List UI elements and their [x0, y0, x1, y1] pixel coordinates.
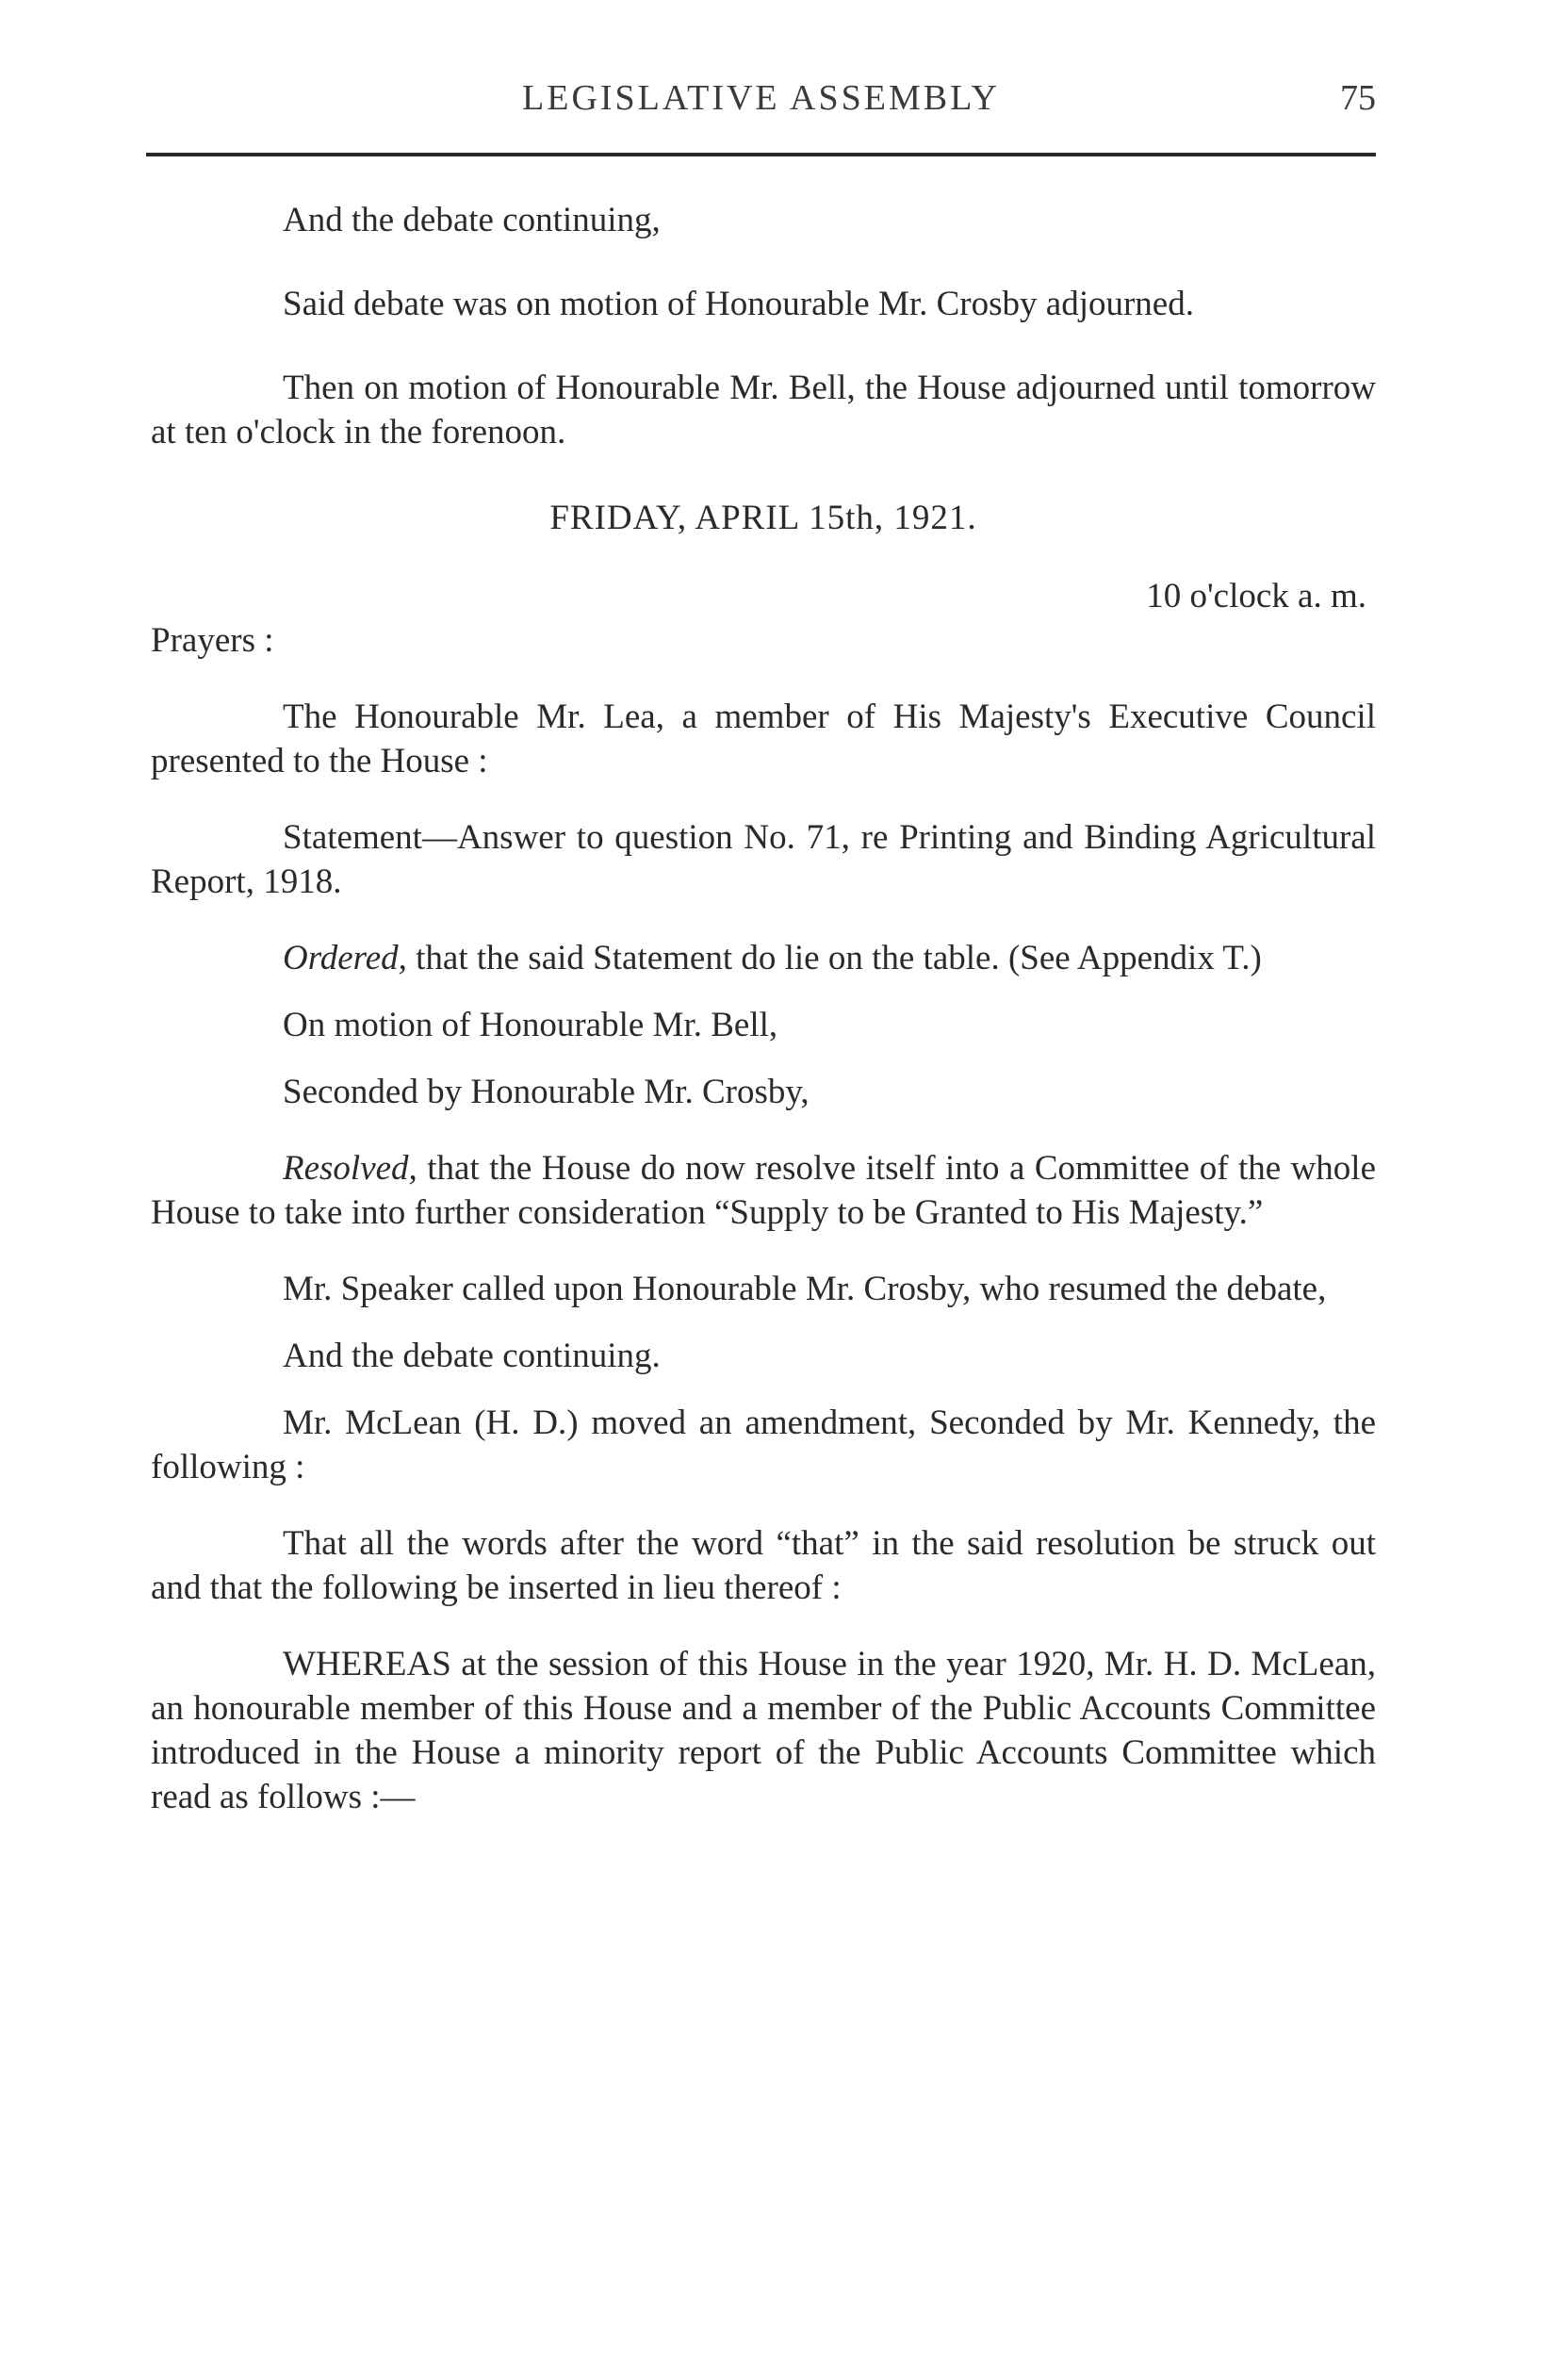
- paragraph-debate-continuing: And the debate continuing,: [283, 201, 661, 239]
- paragraph-debate-continuing-2: And the debate continuing.: [283, 1337, 661, 1375]
- ordered-lead: Ordered,: [283, 939, 407, 977]
- running-head: [146, 77, 1376, 124]
- date-heading: FRIDAY, APRIL 15th, 1921.: [549, 499, 977, 537]
- paragraph-whereas: WHEREAS at the session of this House in the year 1920, Mr. H. D. McLean, an honourable member of this House and a member of the Public Accounts Committee introduced in the House a minority report of the Public Accounts Committee which read as follows :—: [151, 1645, 1376, 1816]
- resolved-lead: Resolved,: [283, 1149, 417, 1188]
- page-number: 75: [1340, 78, 1376, 118]
- paragraph-resolved: [151, 1146, 1376, 1235]
- paragraph-debate-adjourned: Said debate was on motion of Honourable Mr. Crosby adjourned.: [283, 285, 1194, 323]
- paragraph-motion-bell: On motion of Honourable Mr. Bell,: [283, 1006, 778, 1044]
- running-title: LEGISLATIVE ASSEMBLY: [522, 78, 1000, 118]
- resolved-rest: that the House do now resolve itself into a Committee of the whole House to take into further consideration “Supply to be Granted to His Majesty.”: [151, 1149, 1376, 1232]
- paragraph-presented: The Honourable Mr. Lea, a member of His Majesty's Executive Council presented to the House :: [151, 698, 1376, 780]
- paragraph-words-struck: That all the words after the word “that” in the said resolution be struck out and that the following be inserted in lieu thereof :: [151, 1524, 1376, 1607]
- time-line: 10 o'clock a. m.: [1146, 577, 1366, 616]
- paragraph-statement: Statement—Answer to question No. 71, re Printing and Binding Agricultural Report, 1918.: [151, 818, 1376, 901]
- paragraph-speaker-called: Mr. Speaker called upon Honourable Mr. Crosby, who resumed the debate,: [283, 1270, 1327, 1308]
- header-rule: [146, 153, 1376, 156]
- paragraph-amendment: Mr. McLean (H. D.) moved an amendment, Seconded by Mr. Kennedy, the following :: [151, 1403, 1376, 1486]
- ordered-rest: that the said Statement do lie on the table. (See Appendix T.): [406, 939, 1262, 977]
- prayers-line: Prayers :: [151, 621, 274, 660]
- paragraph-seconded-crosby: Seconded by Honourable Mr. Crosby,: [283, 1073, 810, 1111]
- paragraph-ordered: [151, 936, 1376, 980]
- paragraph-house-adjourned: Then on motion of Honourable Mr. Bell, the House adjourned until tomorrow at ten o'clock in the forenoon.: [151, 369, 1376, 451]
- body-text: [151, 198, 1376, 1819]
